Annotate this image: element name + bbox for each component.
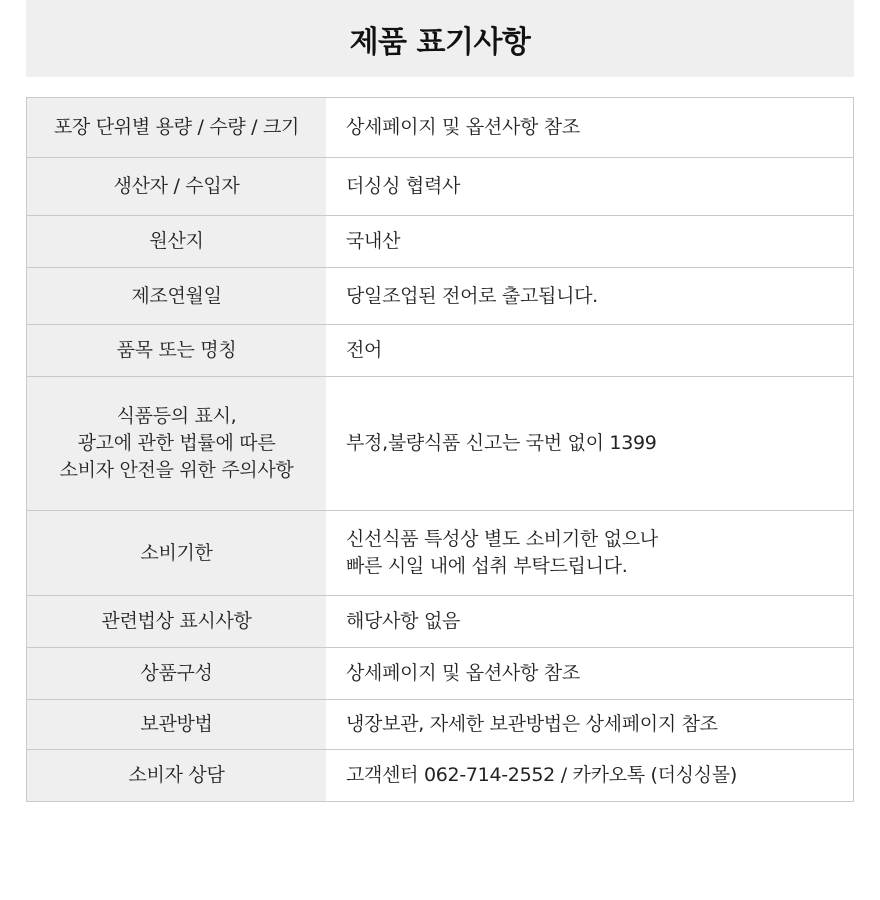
row-label (27, 648, 327, 700)
row-value (326, 648, 854, 700)
row-value-text: 해당사항 없음 (346, 610, 461, 632)
row-value-text: 부정,불량식품 신고는 국번 없이 1399 (346, 432, 657, 454)
page-title: 제품 표기사항 (349, 24, 531, 60)
table-row (27, 98, 854, 158)
row-value (326, 216, 854, 268)
title-banner (26, 0, 854, 77)
row-label (27, 596, 327, 648)
row-label-text: 보관방법 (140, 713, 213, 735)
row-label-text: 제조연월일 (131, 284, 222, 307)
row-label-text: 광고에 관한 법률에 따른 (77, 432, 276, 454)
table-row (27, 216, 854, 268)
row-value (326, 268, 854, 325)
table-row (27, 596, 854, 648)
table-row (27, 648, 854, 700)
row-value (326, 158, 854, 216)
table-row (27, 158, 854, 216)
row-value (326, 377, 854, 511)
row-value (326, 98, 854, 158)
table-row (27, 511, 854, 596)
table-row (27, 377, 854, 511)
row-label-text: 소비기한 (140, 541, 213, 564)
row-label-text: 생산자 / 수입자 (113, 175, 240, 197)
table-row (27, 325, 854, 377)
row-value (326, 750, 854, 802)
row-value (326, 511, 854, 596)
row-value (326, 325, 854, 377)
row-label (27, 377, 327, 511)
row-label (27, 216, 327, 268)
row-value-text: 국내산 (346, 230, 401, 252)
row-value (326, 700, 854, 750)
row-label-text: 상품구성 (140, 662, 213, 684)
table-row (27, 268, 854, 325)
row-value-text: 상세페이지 및 옵션사항 참조 (346, 662, 580, 684)
row-value-text: 냉장보관, 자세한 보관방법은 상세페이지 참조 (346, 713, 718, 735)
row-value-text: 신선식품 특성상 별도 소비기한 없으나 (346, 528, 658, 550)
table-row (27, 700, 854, 750)
row-label-text: 품목 또는 명칭 (116, 339, 237, 361)
row-label (27, 700, 327, 750)
row-label (27, 158, 327, 216)
row-value-text: 당일조업된 전어로 출고됩니다. (346, 284, 598, 307)
row-label (27, 511, 327, 596)
row-value-text: 고객센터 062-714-2552 / 카카오톡 (더싱싱몰) (346, 764, 737, 786)
row-label-text: 포장 단위별 용량 / 수량 / 크기 (53, 116, 300, 138)
row-label (27, 750, 327, 802)
row-value-text: 상세페이지 및 옵션사항 참조 (346, 116, 580, 138)
row-label (27, 268, 327, 325)
row-label-text: 소비자 안전을 위한 주의사항 (59, 459, 294, 481)
row-value (326, 596, 854, 648)
row-value-text: 전어 (346, 339, 383, 361)
row-label-text: 식품등의 표시, (116, 405, 237, 427)
row-label (27, 98, 327, 158)
row-label-text: 소비자 상담 (128, 764, 225, 786)
row-value-text: 더싱싱 협력사 (346, 175, 461, 197)
product-info-table (26, 97, 854, 802)
row-label-text: 원산지 (149, 230, 204, 252)
row-label (27, 325, 327, 377)
row-label-text: 관련법상 표시사항 (101, 610, 252, 632)
row-value-text: 빠른 시일 내에 섭취 부탁드립니다. (346, 555, 628, 577)
table-row (27, 750, 854, 802)
